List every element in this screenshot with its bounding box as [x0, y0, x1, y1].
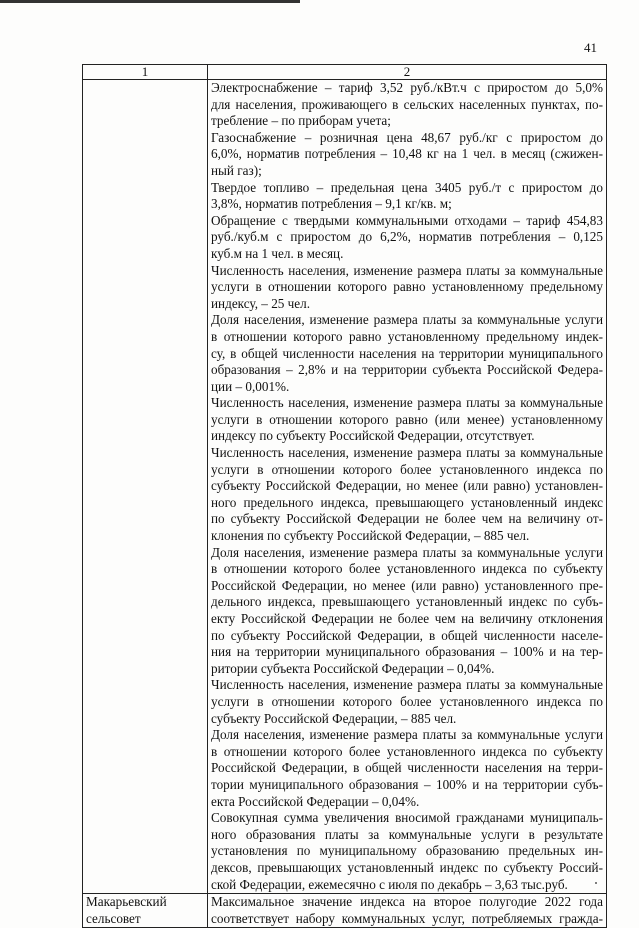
text-line: Электроснабжение – тариф 3,52 руб./кВт.ч с приростом до 5,0%: [211, 80, 603, 95]
municipality-name-line-2: сельсовет: [86, 910, 141, 926]
text-line: Численность населения, изменение размера платы за коммунальные: [211, 262, 603, 278]
text-line: Совокупная сумма увеличения вносимой гражданами муниципаль-: [211, 810, 603, 826]
paragraph: [211, 312, 603, 395]
text-line: ного образования платы за коммунальные услуги в результате: [211, 826, 603, 842]
header-row: [83, 65, 607, 80]
row1-left-cell: [83, 80, 208, 894]
text-line: ритории субъекта Российской Федерации – 0,04%.: [211, 660, 495, 676]
paragraph: [211, 395, 603, 445]
text-line: дельного индекса, превышающего установленный индекс по субъ-: [211, 594, 603, 610]
text-line: су, в общей численности населения на территории муниципального: [211, 345, 603, 361]
table-row: [83, 80, 607, 894]
text-line: Численность населения, изменение размера платы за коммунальные: [211, 445, 603, 461]
text-line: 3,8%, норматив потребления – 9,1 кг/кв. м;: [211, 196, 452, 212]
paragraph: [211, 727, 603, 810]
text-line: дексов, превышающих установленный индекс по субъекту Россий-: [211, 859, 603, 875]
paragraph: [211, 545, 603, 678]
row1-right-cell: [208, 80, 607, 894]
text-line: ской Федерации, ежемесячно с июля по декабрь – 3,63 тыс.руб.: [211, 876, 568, 892]
text-line: Российской Федерации, но менее (или равно) установленного пре-: [211, 577, 603, 593]
row2-left-cell: [83, 894, 208, 928]
paragraph: [211, 180, 603, 213]
paragraph: [211, 677, 603, 727]
text-line: ния на территории муниципального образования – 100% и на тер-: [211, 644, 603, 660]
header-col-2: 2: [208, 65, 607, 80]
text-line: индексу, – 25 чел.: [211, 295, 311, 311]
text-line: Максимальное значение индекса на второе полугодие 2022 года: [211, 894, 603, 910]
text-line: услуги в отношении которого более установленного индекса по: [211, 461, 603, 477]
paragraph: [211, 810, 603, 893]
text-line: установления по муниципальному образованию предельных ин-: [211, 843, 603, 859]
text-line: услуги в отношении которого равно установленному предельному: [211, 279, 603, 295]
text-line: Российской Федерации, в общей численности населения на терри-: [211, 760, 603, 776]
table-row: [83, 894, 607, 928]
text-line: екту Российской Федерации не более чем на величину отклонения: [211, 611, 603, 626]
text-line: екта Российской Федерации – 0,04%.: [211, 793, 420, 809]
text-line: ции – 0,001%.: [211, 378, 290, 394]
text-line: Доля населения, изменение размера платы за коммунальные услуги: [211, 312, 603, 328]
text-line: субъекту Российской Федерации, но менее (или равно) установлен-: [211, 478, 603, 494]
text-line: ного предельного индекса, превышающего установленный индекс: [211, 494, 603, 510]
text-line: в отношении которого более установленного индекса по субъекту: [211, 743, 603, 759]
text-line: куб.м на 1 чел. в месяц.: [211, 245, 344, 261]
text-line: для населения, проживающего в сельских населенных пунктах, по-: [211, 96, 603, 112]
top-border-line: [0, 0, 300, 3]
text-line: в отношении которого равно установленному предельному индек-: [211, 328, 603, 344]
text-line: образования – 2,8% и на территории субъекта Российской Федера-: [211, 362, 603, 378]
paragraph: [211, 445, 603, 545]
text-line: субъекту Российской Федерации, – 885 чел.: [211, 710, 457, 726]
text-line: тории муниципального образования – 100% и на территории субъ-: [211, 776, 603, 792]
text-line: Обращение с твердыми коммунальными отходами – тариф 454,83: [211, 212, 603, 228]
paragraph: [211, 130, 603, 180]
text-line: по субъекту Российской Федерации, в общей численности населе-: [211, 627, 603, 643]
text-line: Доля населения, изменение размера платы за коммунальные услуги: [211, 544, 603, 560]
text-line: Численность населения, изменение размера платы за коммунальные: [211, 677, 603, 693]
text-line: ный газ);: [211, 162, 262, 178]
scan-speck: [595, 882, 597, 884]
row2-right-cell: [208, 894, 607, 928]
text-line: по субъекту Российской Федерации не более чем на величину от-: [211, 511, 603, 527]
text-line: Доля населения, изменение размера платы за коммунальные услуги: [211, 727, 603, 743]
text-line: индексу по субъекту Российской Федерации, отсутствует.: [211, 428, 535, 444]
text-line: в отношении которого более установленного индекса по субъекту: [211, 561, 603, 577]
municipality-name-line-1: Макарьевский: [86, 894, 167, 910]
text-line: 6,0%, норматив потребления – 10,48 кг на 1 чел. в месяц (сжижен-: [211, 146, 603, 162]
text-line: требление – по приборам учета;: [211, 113, 391, 129]
page-number: 41: [584, 40, 597, 55]
text-line: Газоснабжение – розничная цена 48,67 руб./кг с приростом до: [211, 129, 603, 145]
paragraph: [211, 80, 603, 130]
text-line: услуги в отношении которого равно (или менее) установленному: [211, 411, 603, 427]
text-line: услуги в отношении которого более установленного индекса по: [211, 693, 603, 709]
text-line: Твердое топливо – предельная цена 3405 руб./т с приростом до: [211, 179, 603, 195]
paragraph: [211, 894, 603, 927]
paragraph: [211, 263, 603, 313]
header-col-1: 1: [83, 65, 208, 80]
document-table: [82, 64, 607, 928]
text-line: Численность населения, изменение размера платы за коммунальные: [211, 395, 603, 411]
text-line: соответствует набору коммунальных услуг, потребляемых гражда-: [211, 910, 603, 926]
text-line: клонения по субъекту Российской Федерации, – 885 чел.: [211, 528, 530, 544]
text-line: руб./куб.м с приростом до 6,2%, норматив потребления – 0,125: [211, 229, 603, 245]
paragraph: [211, 213, 603, 263]
